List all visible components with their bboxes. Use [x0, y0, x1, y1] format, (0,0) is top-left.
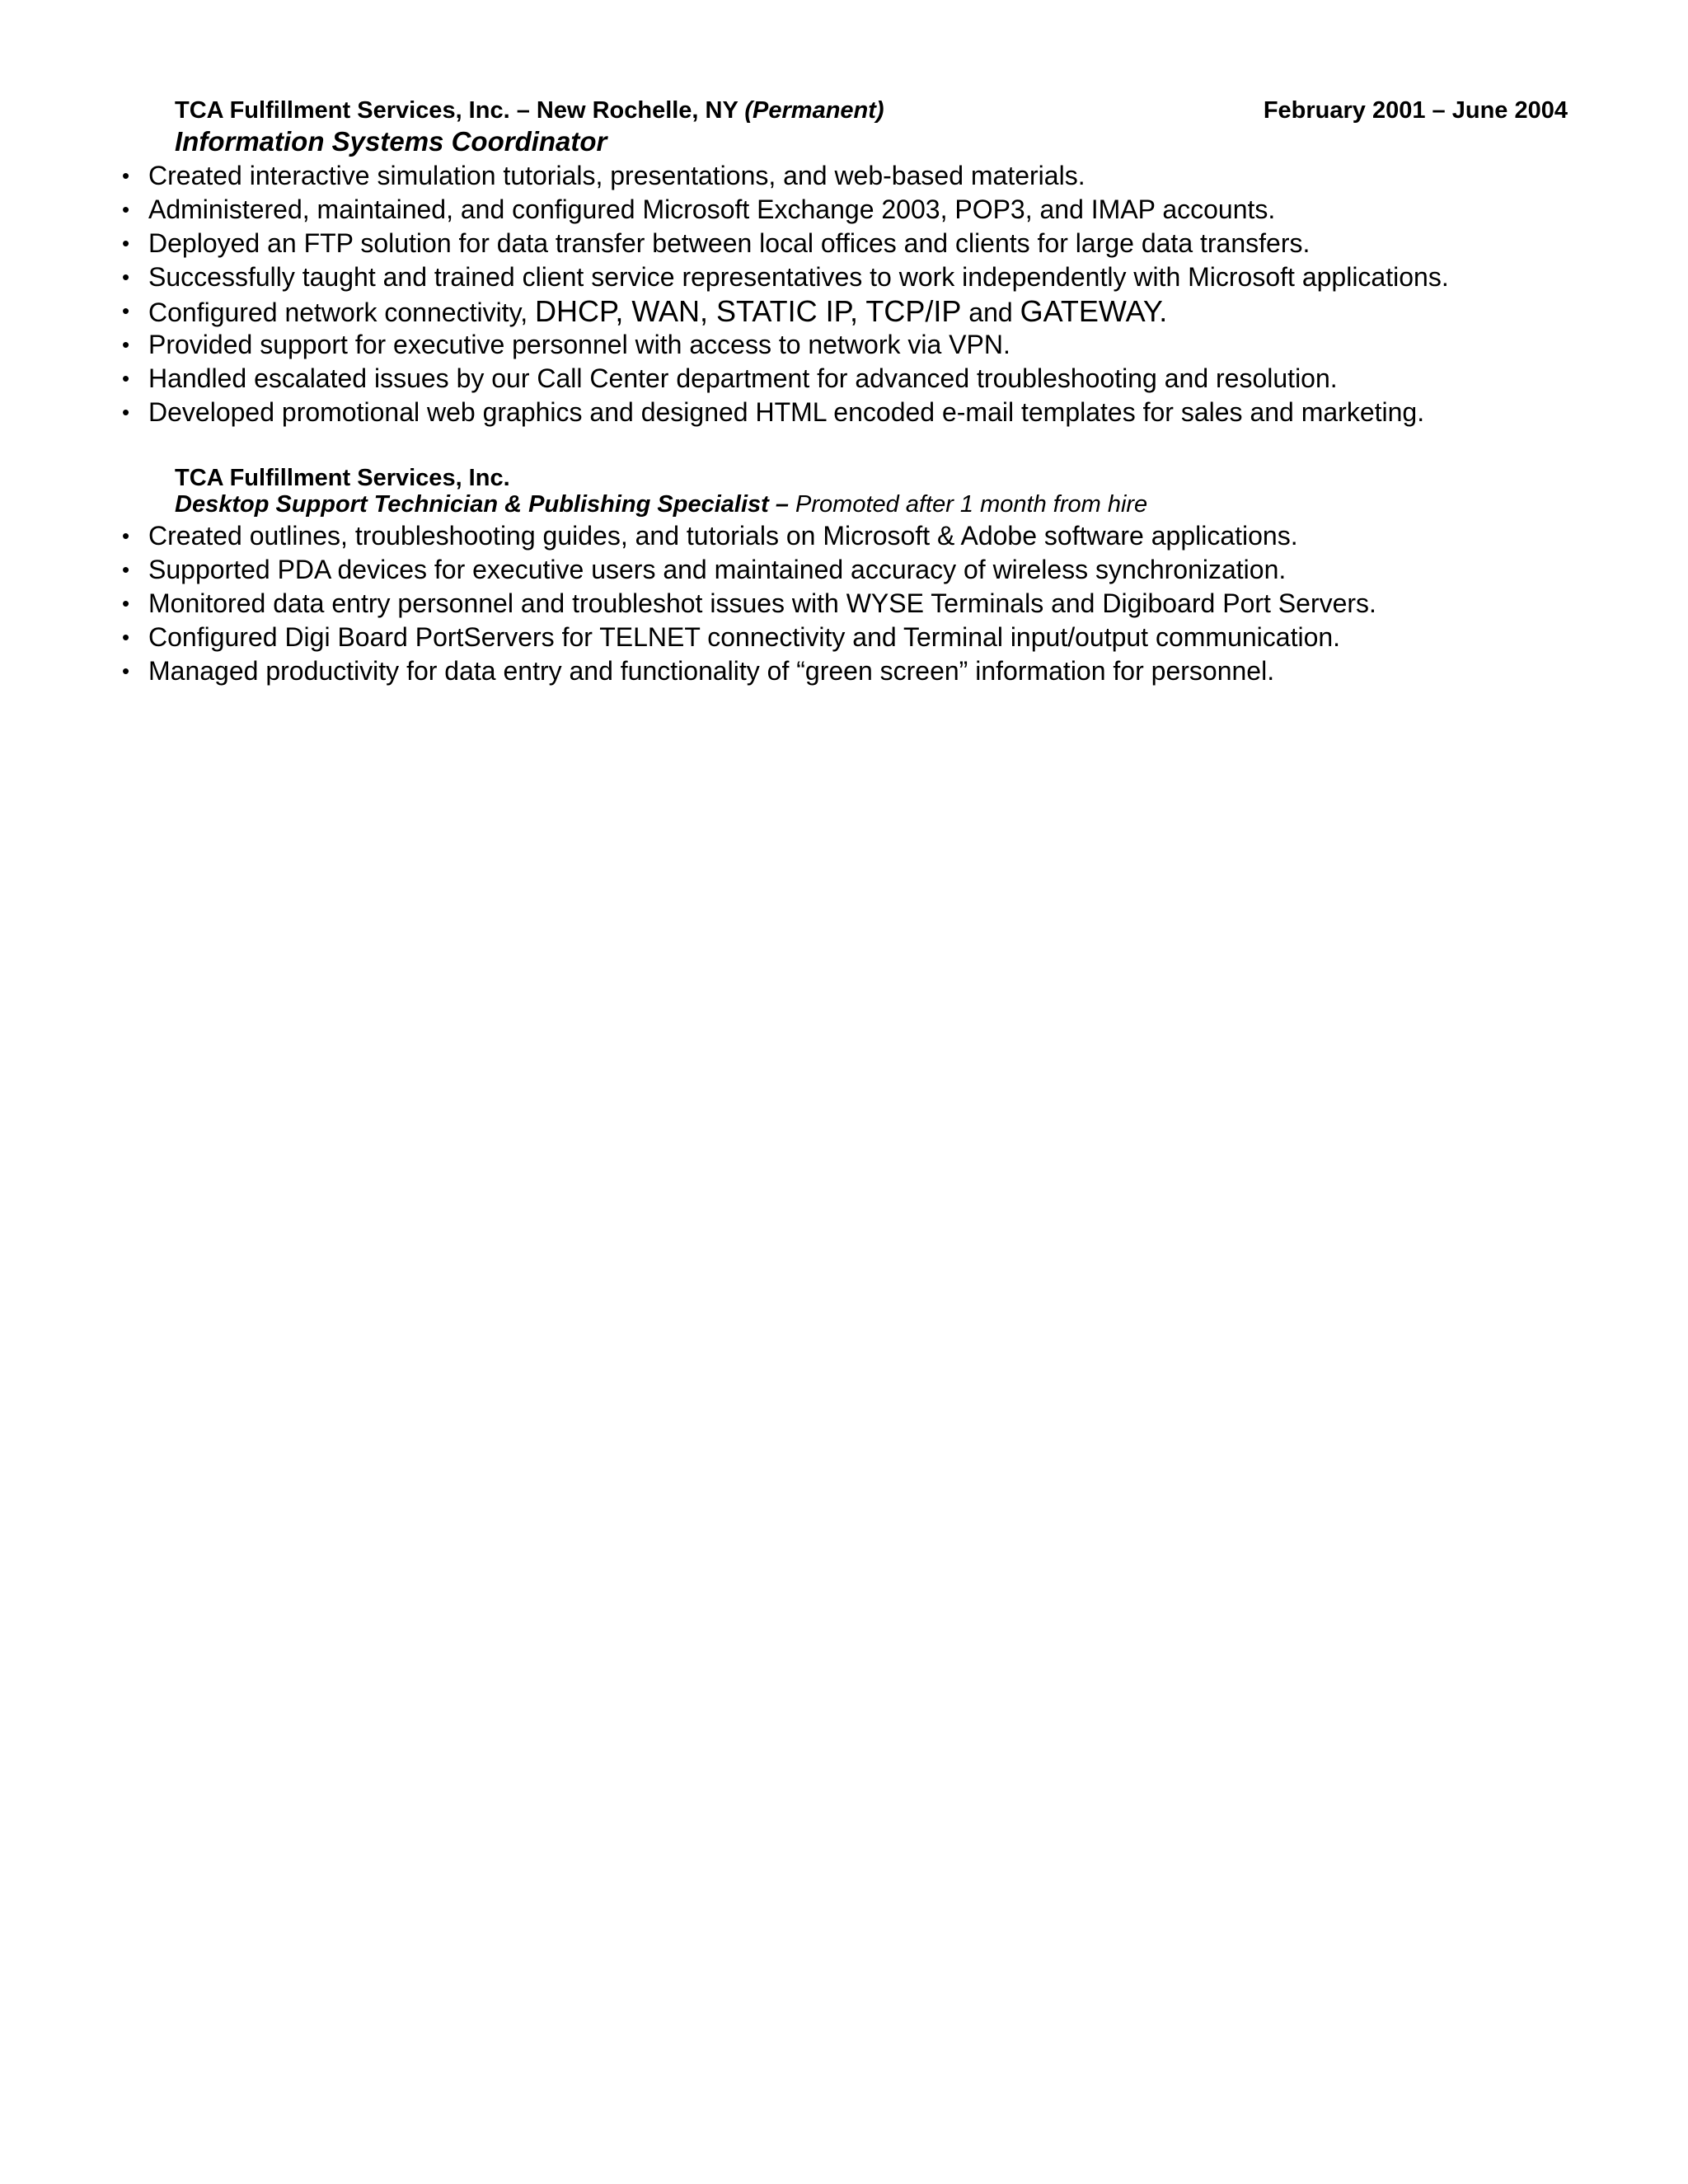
job-title-1: Information Systems Coordinator — [175, 126, 607, 157]
date-range: February 2001 – June 2004 — [1263, 97, 1568, 124]
job-2-bullet-list — [0, 519, 1376, 688]
employment-status: (Permanent) — [744, 97, 884, 124]
list-item: • Handled escalated issues by our Call Center department for advanced troubleshooting and resolution. — [0, 362, 1449, 396]
list-item: • Supported PDA devices for executive users and maintained accuracy of wireless synchronization. — [0, 553, 1376, 587]
job-1-bullet-list — [0, 159, 1449, 429]
company-name: TCA Fulfillment Services, Inc. — [175, 465, 510, 491]
network-terms: DHCP, WAN, STATIC IP, TCP/IP — [534, 294, 962, 328]
list-item: • Created outlines, troubleshooting guides, and tutorials on Microsoft & Adobe software applications. — [0, 519, 1376, 553]
list-item: • Monitored data entry personnel and troubleshot issues with WYSE Terminals and Digiboard Port Servers. — [0, 587, 1376, 621]
bullet-icon: • — [122, 366, 130, 391]
bullet-icon: • — [122, 591, 130, 616]
promotion-note: Promoted after 1 month from hire — [789, 491, 1148, 518]
bullet-icon: • — [122, 298, 130, 323]
list-item: • Provided support for executive personnel with access to network via VPN. — [0, 328, 1449, 362]
gateway-term: GATEWAY. — [1020, 294, 1168, 328]
job-header-1 — [175, 96, 1568, 125]
bullet-icon: • — [122, 625, 130, 649]
list-item: • Managed productivity for data entry and functionality of “green screen” information for personnel. — [0, 654, 1376, 688]
company-name: TCA Fulfillment Services, Inc. – New Rochelle, NY — [175, 97, 745, 124]
list-item: • Administered, maintained, and configured Microsoft Exchange 2003, POP3, and IMAP accounts. — [0, 193, 1449, 227]
list-item: • Configured Digi Board PortServers for TELNET connectivity and Terminal input/output communication. — [0, 621, 1376, 654]
bullet-icon: • — [122, 400, 130, 424]
bullet-icon: • — [122, 163, 130, 188]
job-title-2 — [175, 488, 1147, 521]
list-item: • Developed promotional web graphics and designed HTML encoded e-mail templates for sales and marketing. — [0, 396, 1449, 429]
job-title: Desktop Support Technician & Publishing Specialist – — [175, 491, 789, 518]
list-item: • Deployed an FTP solution for data transfer between local offices and clients for large data transfers. — [0, 227, 1449, 260]
bullet-icon: • — [122, 197, 130, 222]
bullet-icon: • — [122, 265, 130, 289]
bullet-icon: • — [122, 557, 130, 582]
bullet-icon: • — [122, 523, 130, 548]
list-item: • Successfully taught and trained client service representatives to work independently with Microsoft applications. — [0, 260, 1449, 294]
list-item: • Configured network connectivity, DHCP, WAN, STATIC IP, TCP/IP and GATEWAY. — [122, 294, 1168, 328]
list-item: • Created interactive simulation tutorials, presentations, and web-based materials. — [0, 159, 1449, 193]
bullet-icon: • — [122, 658, 130, 683]
bullet-icon: • — [122, 332, 130, 357]
bullet-icon: • — [122, 231, 130, 255]
